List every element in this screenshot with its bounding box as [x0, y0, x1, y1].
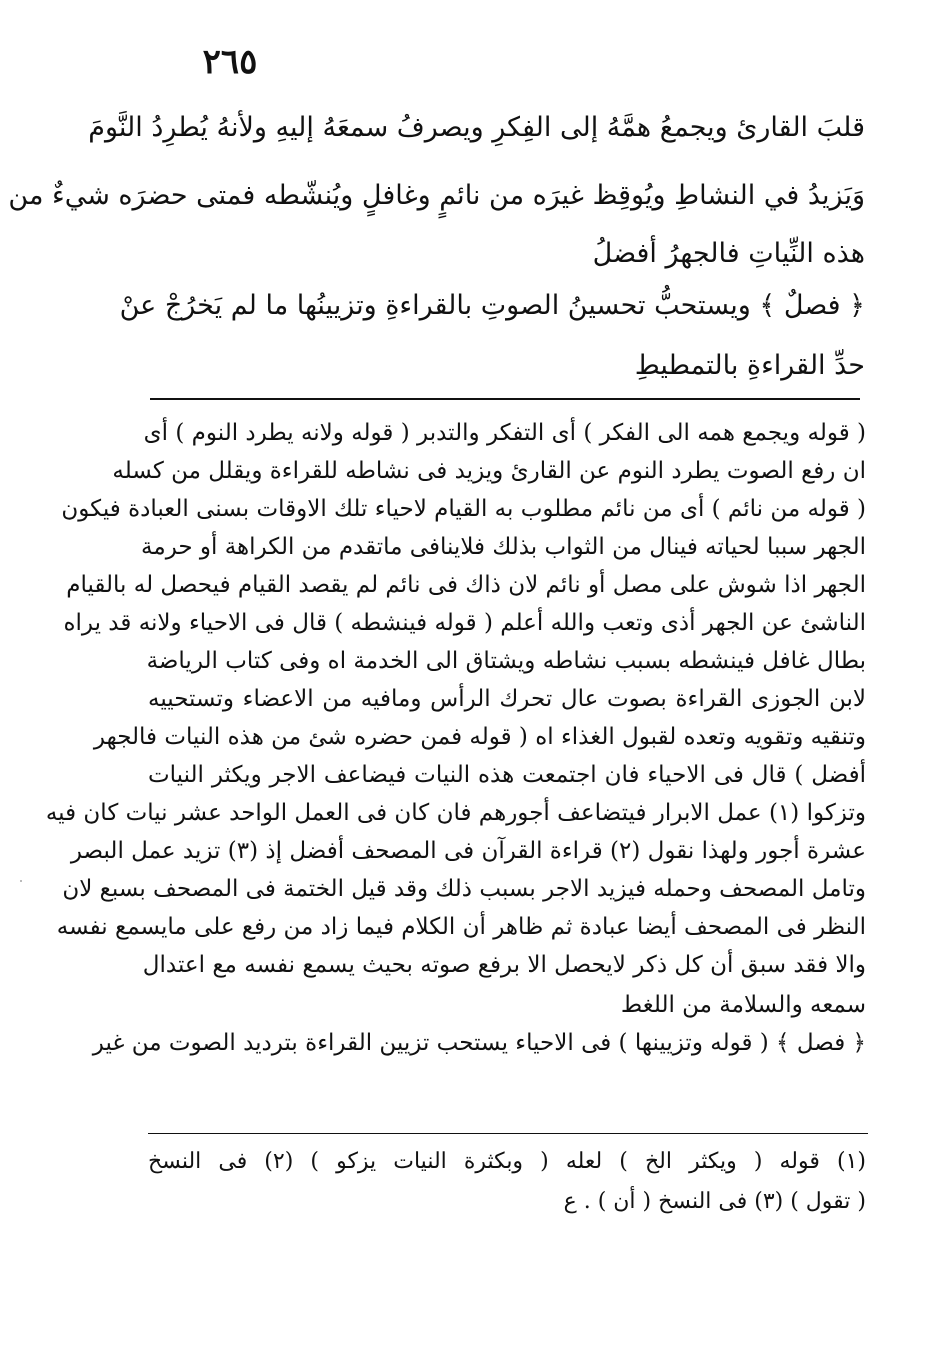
- commentary-line-2: ان رفع الصوت يطرد النوم عن القارئ ويزيد فى نشاطه للقراءة ويقلل من كسله: [112, 458, 866, 484]
- main-text-line-5: حدِّ القراءةِ بالتمطيطِ: [634, 350, 865, 381]
- main-text-divider: [150, 398, 860, 400]
- commentary-line-7: بطال غافل فينشطه بسبب نشاطه ويشتاق الى الخدمة اه وفى كتاب الرياضة: [146, 648, 866, 674]
- commentary-line-16: سمعه والسلامة من اللغط: [620, 992, 866, 1018]
- margin-speck: [20, 880, 22, 882]
- commentary-line-12: عشرة أجور ولهذا نقول (٢) قراءة القرآن فى المصحف أفضل إذ (٣) تزيد عمل البصر: [70, 838, 866, 864]
- main-text-line-3: هذه النِّياتِ فالجهرُ أفضلُ: [592, 238, 865, 269]
- footnote-line-2: ( تقول ) (٣) فى النسخ ( أن ) . ع: [563, 1189, 866, 1214]
- commentary-line-14: النظر فى المصحف أيضا عبادة ثم ظاهر أن الكلام فيما زاد من رفع على مايسمع نفسه: [56, 914, 866, 940]
- commentary-line-3: ( قوله من نائم ) أى من نائم مطلوب به القيام لاحياء تلك الاوقات بسنى العبادة فيكون: [61, 496, 866, 522]
- commentary-line-1: ( قوله ويجمع همه الى الفكر ) أى التفكر والتدبر ( قوله ولانه يطرد النوم ) أى: [143, 420, 866, 446]
- commentary-line-11: وتزكوا (١) عمل الابرار فيتضاعف أجورهم فان كان فى العمل الواحد عشر نيات كان فيه: [45, 800, 866, 826]
- commentary-line-10: أفضل ) قال فى الاحياء فان اجتمعت هذه النيات فيضاعف الاجر ويكثر النيات: [148, 762, 866, 788]
- main-text-line-4: ﴿ فصلٌ ﴾ ويستحبُّ تحسينُ الصوتِ بالقراءةِ وتزيينُها ما لم يَخرُجْ عنْ: [119, 290, 865, 321]
- main-text-line-1: قلبَ القارئ ويجمعُ همَّهُ إلى الفِكرِ ويصرفُ سمعَهُ إليهِ ولأنهُ يُطرِدُ النَّومَ: [88, 112, 865, 143]
- footnote-line-1: (١) قوله ( ويكثر الخ ) لعله ( وبكثرة النيات يزكو ) (٢) فى النسخ: [148, 1149, 866, 1174]
- commentary-line-5: الجهر اذا شوش على مصل أو نائم لان ذاك فى نائم لم يقصد القيام فيحصل له بالقيام: [66, 572, 866, 598]
- commentary-line-8: لابن الجوزى القراءة بصوت عال تحرك الرأس ومافيه من الاعضاء وتستحييه: [148, 686, 866, 712]
- commentary-line-9: وتنقيه وتقويه وتعده لقبول الغذاء اه ( قوله فمن حضره شئ من هذه النيات فالجهر: [93, 724, 866, 750]
- commentary-line-15: والا فقد سبق أن كل ذكر لايحصل الا برفع صوته بحيث يسمع نفسه مع اعتدال: [142, 952, 866, 978]
- commentary-line-4: الجهر سببا لحياته فينال من الثواب بذلك فلاينافى ماتقدم من الكراهة أو حرمة: [141, 534, 866, 560]
- commentary-line-17: ﴿ فصل ﴾ ( قوله وتزيينها ) فى الاحياء يستحب تزيين القراءة بترديد الصوت من غير: [92, 1030, 866, 1056]
- commentary-line-13: وتامل المصحف وحمله فيزيد الاجر بسبب ذلك وقد قيل الختمة فى المصحف بسبع لان: [62, 876, 866, 902]
- main-text-line-2: وَيَزيدُ في النشاطِ ويُوقِظ غيرَه من نائمٍ وغافلٍ ويُنشّطه فمتى حضرَه شيءٌ من: [8, 180, 865, 211]
- page-number: ٢٦٥: [202, 42, 258, 82]
- footnote-divider: [148, 1133, 868, 1134]
- commentary-line-6: الناشئ عن الجهر أذى وتعب والله أعلم ( قوله فينشطه ) قال فى الاحياء ولانه قد يراه: [63, 610, 866, 636]
